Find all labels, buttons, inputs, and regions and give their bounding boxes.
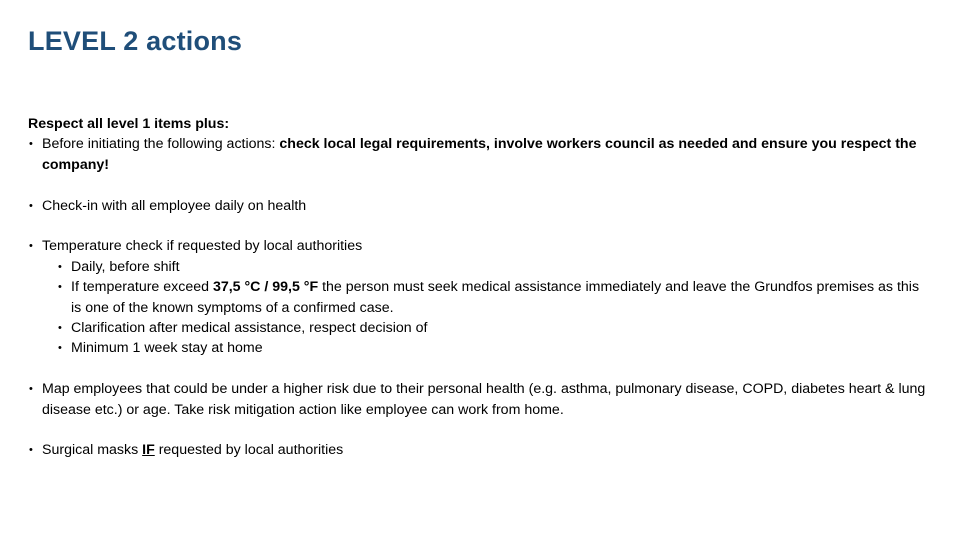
- temperature-tail: the person must seek medical assistance immediately and leave the Grundfos premises as this is one of the known symptoms of a confirmed case.: [71, 279, 920, 316]
- intro-line: Respect all level 1 items plus:: [28, 116, 230, 132]
- bullet-temperature-check: • Temperature check if requested by local authorities: [28, 236, 933, 256]
- slide-body: [28, 114, 933, 461]
- masks-if: IF: [142, 442, 155, 459]
- temperature-value: 37,5 °C / 99,5 °F: [212, 279, 319, 296]
- bullet-risk-mapping: • Map employees that could be under a higher risk due to their personal health (e.g. asthma, pulmonary disease, COPD, diabetes heart & lung disease etc.) or age. Take risk mitigation action like employee can work from home.: [28, 379, 933, 420]
- sub-bullet-clarification: • Clarification after medical assistance, respect decision of: [28, 318, 933, 338]
- bullet-surgical-masks: [28, 440, 933, 460]
- masks-tail: requested by local authorities: [154, 442, 344, 459]
- bullet-legal-check-bold: check local legal requirements, involve workers council as needed and ensure you respect the company!: [42, 136, 917, 173]
- masks-lead: Surgical masks: [42, 442, 143, 459]
- sub-bullet-stay-home: • Minimum 1 week stay at home: [28, 338, 933, 358]
- sub-bullet-temperature-threshold: [28, 277, 933, 318]
- bullet-daily-checkin: • Check-in with all employee daily on health: [28, 196, 933, 216]
- temperature-lead: If temperature exceed: [71, 279, 213, 296]
- bullet-legal-check-lead: Before initiating the following actions:: [42, 136, 280, 153]
- sub-bullet-daily-shift: • Daily, before shift: [28, 257, 933, 277]
- slide-title: LEVEL 2 actions: [28, 26, 243, 56]
- bullet-legal-check: [28, 134, 933, 175]
